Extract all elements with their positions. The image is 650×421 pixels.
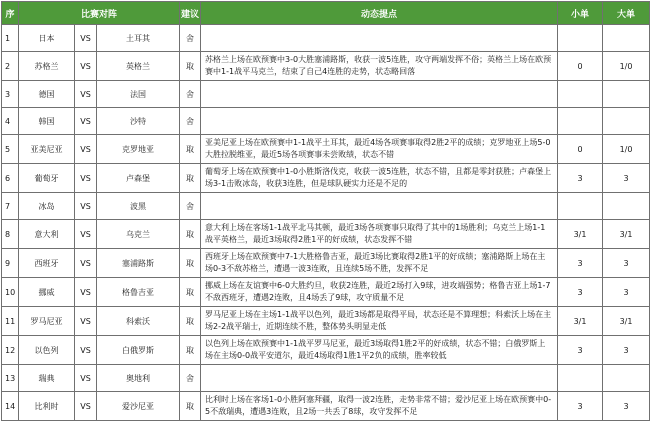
home-team: 瑞典	[19, 365, 75, 392]
big-bet-cell	[603, 108, 650, 135]
note-cell	[201, 365, 558, 392]
pick-cell: 取	[180, 392, 201, 421]
small-bet-cell: 0	[558, 52, 603, 81]
home-team: 以色列	[19, 336, 75, 365]
note-cell: 以色列上场在欧预赛中1-1战平罗马尼亚，最近3场取得1胜2平的好成绩，状态不错；白俄罗斯上场在主场0-0战平安道尔，最近4场取得1胜1平2负的成绩，胜率较低	[201, 336, 558, 365]
row-number: 9	[2, 249, 19, 278]
small-bet-cell: 3	[558, 336, 603, 365]
table-row	[2, 81, 650, 108]
pick-cell: 舍	[180, 108, 201, 135]
table-row	[2, 135, 650, 164]
small-bet-cell	[558, 193, 603, 220]
table-row	[2, 220, 650, 249]
table-row	[2, 52, 650, 81]
table-row	[2, 365, 650, 392]
row-number: 5	[2, 135, 19, 164]
small-bet-cell: 3	[558, 392, 603, 421]
pick-cell: 舍	[180, 365, 201, 392]
away-team: 英格兰	[97, 52, 180, 81]
small-bet-cell: 3/1	[558, 307, 603, 336]
row-number: 12	[2, 336, 19, 365]
row-number: 1	[2, 25, 19, 52]
vs-label: VS	[75, 365, 97, 392]
vs-label: VS	[75, 108, 97, 135]
pick-cell: 取	[180, 307, 201, 336]
table-row	[2, 25, 650, 52]
home-team: 挪威	[19, 278, 75, 307]
big-bet-cell: 3	[603, 164, 650, 193]
away-team: 白俄罗斯	[97, 336, 180, 365]
away-team: 爱沙尼亚	[97, 392, 180, 421]
home-team: 苏格兰	[19, 52, 75, 81]
small-bet-cell	[558, 25, 603, 52]
vs-label: VS	[75, 81, 97, 108]
table-row	[2, 249, 650, 278]
away-team: 科索沃	[97, 307, 180, 336]
vs-label: VS	[75, 307, 97, 336]
note-cell	[201, 108, 558, 135]
note-cell	[201, 81, 558, 108]
away-team: 卢森堡	[97, 164, 180, 193]
header-small: 小单	[558, 2, 603, 25]
row-number: 11	[2, 307, 19, 336]
pick-cell: 取	[180, 135, 201, 164]
small-bet-cell	[558, 365, 603, 392]
vs-label: VS	[75, 193, 97, 220]
big-bet-cell: 3/1	[603, 307, 650, 336]
home-team: 日本	[19, 25, 75, 52]
vs-label: VS	[75, 164, 97, 193]
row-number: 2	[2, 52, 19, 81]
row-number: 14	[2, 392, 19, 421]
big-bet-cell: 1/0	[603, 52, 650, 81]
home-team: 葡萄牙	[19, 164, 75, 193]
header-match: 比赛对阵	[19, 2, 180, 25]
header-big: 大单	[603, 2, 650, 25]
pick-cell: 舍	[180, 25, 201, 52]
row-number: 7	[2, 193, 19, 220]
header-seq: 序	[2, 2, 19, 25]
away-team: 乌克兰	[97, 220, 180, 249]
note-cell: 意大利上场在客场1-1战平北马其顿，最近3场各项赛事只取得了其中的1场胜利；乌克兰上场1-1战平英格兰，最近3场取得2胜1平的好成绩，状态发挥不错	[201, 220, 558, 249]
pick-cell: 取	[180, 336, 201, 365]
home-team: 德国	[19, 81, 75, 108]
row-number: 10	[2, 278, 19, 307]
away-team: 法国	[97, 81, 180, 108]
big-bet-cell: 3	[603, 392, 650, 421]
big-bet-cell: 1/0	[603, 135, 650, 164]
table-row	[2, 336, 650, 365]
big-bet-cell: 3	[603, 336, 650, 365]
small-bet-cell	[558, 108, 603, 135]
vs-label: VS	[75, 336, 97, 365]
vs-label: VS	[75, 278, 97, 307]
small-bet-cell: 3	[558, 164, 603, 193]
small-bet-cell: 3/1	[558, 220, 603, 249]
big-bet-cell: 3	[603, 278, 650, 307]
table-row	[2, 193, 650, 220]
note-cell: 比利时上场在客场1-0小胜阿塞拜疆，取得一波2连胜，走势非常不错；爱沙尼亚上场在欧预赛中0-5不敌瑞典，遭遇3连败，且2场一共丢了8球，攻守发挥不足	[201, 392, 558, 421]
vs-label: VS	[75, 135, 97, 164]
big-bet-cell: 3/1	[603, 220, 650, 249]
note-cell: 亚美尼亚上场在欧预赛中1-1战平土耳其，最近4场各项赛事取得2胜2平的成绩；克罗地亚上场5-0大胜拉脱维亚，最近5场各项赛事未尝败绩，状态不错	[201, 135, 558, 164]
small-bet-cell: 3	[558, 278, 603, 307]
note-cell: 葡萄牙上场在欧预赛中1-0小胜斯洛伐克，收获一波5连胜，状态不错，且都是零封获胜；卢森堡上场3-1击败冰岛，收获3连胜，但是球队硬实力还是不足的	[201, 164, 558, 193]
table-row	[2, 307, 650, 336]
vs-label: VS	[75, 249, 97, 278]
home-team: 比利时	[19, 392, 75, 421]
away-team: 克罗地亚	[97, 135, 180, 164]
home-team: 意大利	[19, 220, 75, 249]
note-cell: 西班牙上场在欧预赛中7-1大胜格鲁吉亚，最近3场比赛取得2胜1平的好成绩；塞浦路斯上场在主场0-3不敌苏格兰，遭遇一波3连败，且连续5场不胜，发挥不足	[201, 249, 558, 278]
away-team: 土耳其	[97, 25, 180, 52]
pick-cell: 取	[180, 164, 201, 193]
note-cell	[201, 25, 558, 52]
pick-cell: 取	[180, 249, 201, 278]
vs-label: VS	[75, 25, 97, 52]
note-cell: 苏格兰上场在欧预赛中3-0大胜塞浦路斯，收获一波5连胜，攻守两端发挥不俗；英格兰上场在欧预赛中1-1战平马克兰，结束了自己4连胜的走势，状态略回落	[201, 52, 558, 81]
big-bet-cell: 3	[603, 249, 650, 278]
header-pick: 建议	[180, 2, 201, 25]
note-cell: 罗马尼亚上场在主场1-1战平以色列，最近3场都是取得平局，状态还是不算理想；科索沃上场在主场2-2战平瑞士，近期连续不胜，整体势头明显走低	[201, 307, 558, 336]
table-row	[2, 392, 650, 421]
big-bet-cell	[603, 25, 650, 52]
home-team: 韩国	[19, 108, 75, 135]
big-bet-cell	[603, 365, 650, 392]
big-bet-cell	[603, 81, 650, 108]
table-row	[2, 278, 650, 307]
row-number: 4	[2, 108, 19, 135]
row-number: 3	[2, 81, 19, 108]
row-number: 6	[2, 164, 19, 193]
note-cell: 挪威上场在友谊赛中6-0大胜约旦，收获2连胜，最近2场打入9球，进攻端强势；格鲁吉亚上场1-7不敌西班牙，遭遇2连败，且4场丢了9球，攻守质量不足	[201, 278, 558, 307]
table-row	[2, 164, 650, 193]
vs-label: VS	[75, 52, 97, 81]
pick-cell: 取	[180, 278, 201, 307]
home-team: 西班牙	[19, 249, 75, 278]
pick-cell: 舍	[180, 81, 201, 108]
away-team: 奥地利	[97, 365, 180, 392]
big-bet-cell	[603, 193, 650, 220]
small-bet-cell: 3	[558, 249, 603, 278]
small-bet-cell: 0	[558, 135, 603, 164]
away-team: 格鲁吉亚	[97, 278, 180, 307]
small-bet-cell	[558, 81, 603, 108]
header-notes: 动态提点	[201, 2, 558, 25]
table-row	[2, 108, 650, 135]
row-number: 8	[2, 220, 19, 249]
note-cell	[201, 193, 558, 220]
pick-cell: 舍	[180, 193, 201, 220]
away-team: 塞浦路斯	[97, 249, 180, 278]
away-team: 波黑	[97, 193, 180, 220]
match-table	[1, 1, 650, 421]
home-team: 亚美尼亚	[19, 135, 75, 164]
home-team: 罗马尼亚	[19, 307, 75, 336]
away-team: 沙特	[97, 108, 180, 135]
vs-label: VS	[75, 392, 97, 421]
row-number: 13	[2, 365, 19, 392]
vs-label: VS	[75, 220, 97, 249]
pick-cell: 取	[180, 220, 201, 249]
home-team: 冰岛	[19, 193, 75, 220]
pick-cell: 取	[180, 52, 201, 81]
table-header	[2, 2, 650, 25]
